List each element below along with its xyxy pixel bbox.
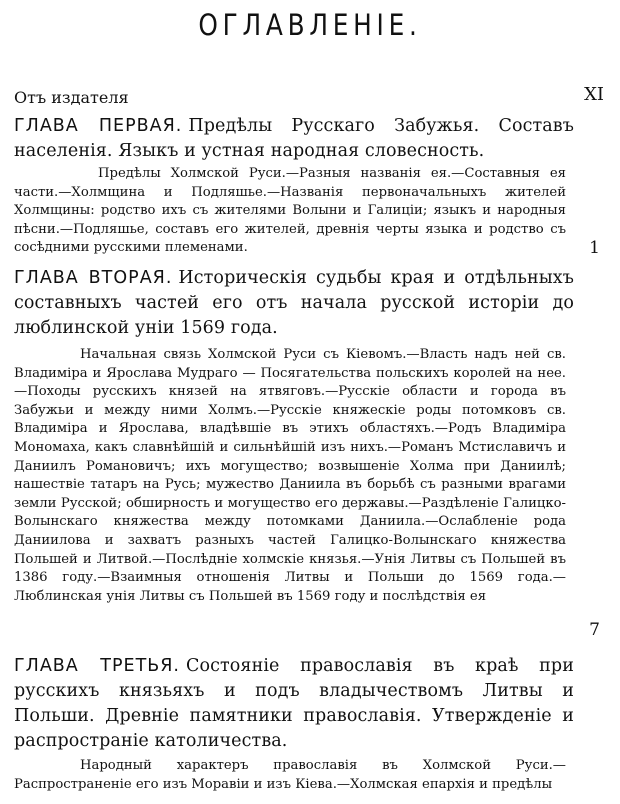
publisher-entry-label: Отъ издателя (14, 88, 129, 107)
chapter-title: Состоянiе православiя въ краѣ при русскихъ князьяхъ и подъ владычествомъ Литвы и Польши. Древнiе памятники православiя. Утвержденiе и распространiе католичества. (14, 656, 574, 751)
chapter-page-number: 7 (589, 620, 600, 640)
chapter-title: Предѣлы Русскаго Забужья. Составъ населенiя. Языкъ и устная народная словесность. (14, 116, 574, 161)
chapter-label: ГЛАВА ВТОРАЯ. (14, 268, 173, 288)
publisher-entry-page: XI (584, 84, 604, 105)
chapter-heading (14, 654, 574, 754)
chapter-heading (14, 266, 574, 341)
chapter-heading (14, 114, 574, 164)
chapter-description: Начальная связь Холмской Руси съ Кiевомъ.—Власть надъ ней св. Владимiра и Ярослава Мудраго — Посягательства польскихъ королей на нее.—Походы русскихъ князей на ятвяговъ.—Русскiе области и города въ Забужьи и между ними Холмъ.—Русскiе княжескiе роды потомковъ св. Владимiра и Ярослава, владѣвшiе въ этихъ областяхъ.—Родъ Владимiра Мономаха, какъ славнѣйшiй и сильнѣйшiй изъ нихъ.—Романъ Мстиславичъ и Даниилъ Романовичъ; ихъ могущество; возвышенiе Холма при Даниилѣ; нашествiе татаръ на Русь; мужество Даниила въ борьбѣ съ разными врагами земли Русской; обширность и могущество его державы.—Раздѣленiе Галицко-Волынскаго княжества между потомками Даниила.—Ослабленiе рода Даниилова и захватъ разныхъ частей Галицко-Волынскаго княжества Польшей и Литвой.—Послѣднiе холмскiе князья.—Унiя Литвы съ Польшей въ 1386 году.—Взаимныя отношенiя Литвы и Польши до 1569 года.—Люблинская унiя Литвы съ Польшей въ 1569 году и послѣдствiя ея (14, 347, 566, 604)
chapter-title: Историческiя судьбы края и отдѣльныхъ составныхъ частей его отъ начала русской исторiи до люблинской унiи 1569 года. (14, 268, 575, 338)
chapter-description: Народный характеръ православiя въ Холмской Руси.—Распространенiе его изъ Моравiи и изъ Кiева.—Холмская епархiя и предѣлы (14, 758, 566, 792)
chapter-label: ГЛАВА ТРЕТЬЯ. (14, 656, 180, 676)
chapter-page-number: 1 (589, 238, 600, 258)
page-title: ОГЛАВЛЕНIЕ. (198, 8, 422, 42)
publisher-entry (14, 84, 606, 107)
chapter-label: ГЛАВА ПЕРВАЯ. (14, 116, 183, 136)
chapter-description: Предѣлы Холмской Руси.—Разныя названiя ея.—Составныя ея части.—Холмщина и Подляшье.—Названiя первоначальныхъ жителей Холмщины: родство ихъ съ жителями Волыни и Галицiи; языкъ и народныя пѣсни.—Подляшье, составъ его жителей, древнiя черты языка и родство съ сосѣдними русскими племенами. (14, 166, 566, 256)
